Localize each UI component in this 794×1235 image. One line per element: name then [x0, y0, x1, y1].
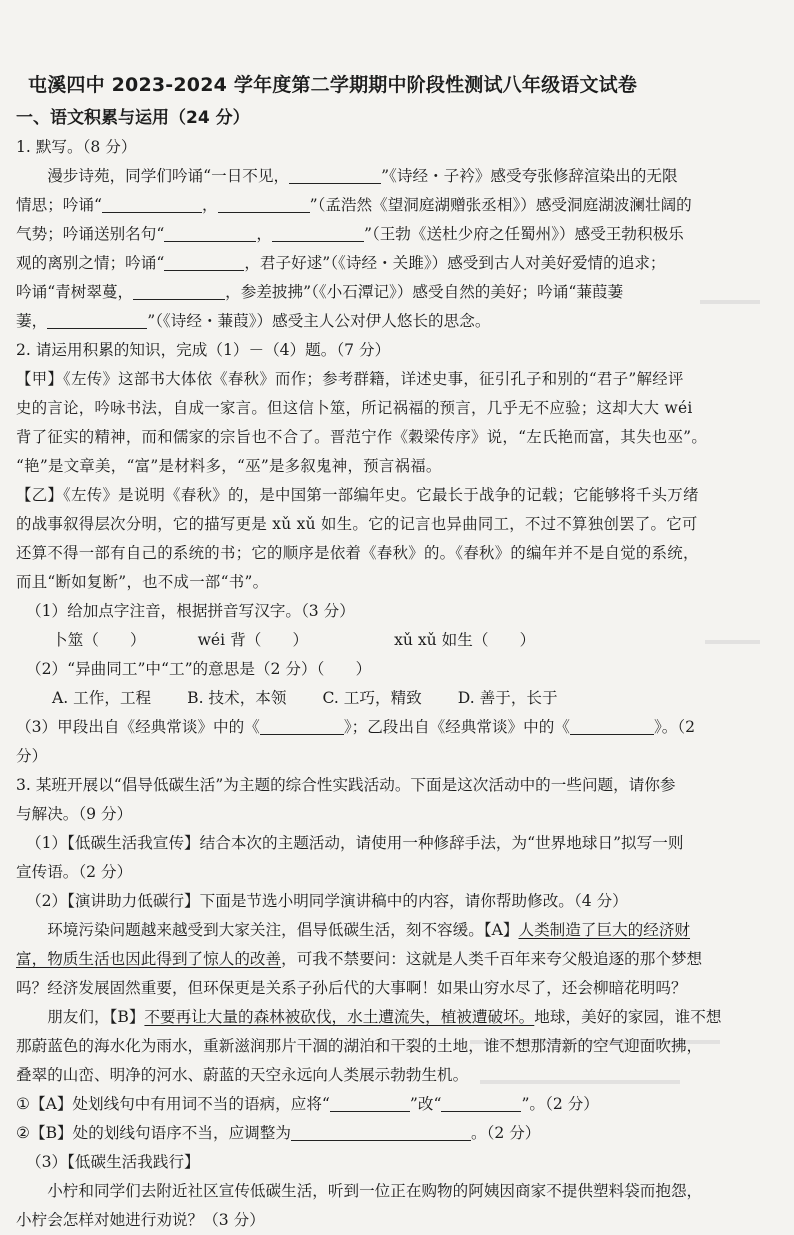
- text-span: 萋，: [16, 312, 48, 330]
- question-heading: 2. 请运用积累的知识，完成（1）－（4）题。（7 分）: [16, 341, 391, 359]
- text-line: 还算不得一部有自己的系统的书；它的顺序是依着《春秋》的。《春秋》的编年并不是自觉的系统，: [16, 544, 699, 562]
- section-heading: 一、语文积累与运用（24 分）: [16, 108, 250, 128]
- text-span: ”（《诗经・蒹葭》）感受主人公对伊人悠长的思念。: [147, 312, 491, 330]
- answer-blank[interactable]: [260, 716, 344, 735]
- answer-blank[interactable]: [330, 1093, 410, 1112]
- text-span: ①【A】处划线句中有用词不当的语病，应将“: [16, 1095, 330, 1113]
- text-line: 【甲】《左传》这部书大体依《春秋》而作；参考群籍，详述史事，征引孔子和别的“君子”解经评: [16, 370, 684, 388]
- underlined-sentence-b: 不要再让大量的森林被砍伐，水土遭流失，植被遭破坏。: [144, 1008, 535, 1026]
- exam-content: [16, 104, 782, 1235]
- text-span: 朋友们，【B】: [47, 1008, 145, 1026]
- answer-blank[interactable]: [291, 1122, 471, 1141]
- text-line: “艳”是文章美，“富”是材料多，“巫”是多叙鬼神，预言祸福。: [16, 457, 442, 475]
- text-span: 。（2 分）: [470, 1124, 541, 1142]
- text-line: 而且“断如复断”，也不成一部“书”。: [16, 573, 269, 591]
- text-span: 观的离别之情；吟诵“: [16, 254, 165, 272]
- question-2: [16, 336, 782, 771]
- text-line: 背了征实的精神，而和儒家的宗旨也不合了。晋范宁作《穀梁传序》说，“左氏艳而富，其失也巫”。: [16, 428, 708, 446]
- underlined-sentence-a: 富，物质生活也因此得到了惊人的改善: [16, 950, 282, 968]
- text-span: ，可我不禁要问：这就是人类千百年来夸父般追逐的那个梦想: [281, 950, 703, 968]
- text-line: [16, 249, 782, 278]
- text-span: ，参差披拂”（《小石潭记》）感受自然的美好；吟诵“蒹葭萋: [225, 283, 624, 301]
- question-1: [16, 133, 782, 336]
- text-span: ”《诗经・子衿》感受夸张修辞渲染出的无限: [381, 167, 678, 185]
- text-line: 分）: [16, 747, 48, 765]
- text-line: [16, 220, 782, 249]
- text-span: ”（孟浩然《望洞庭湖赠张丞相》）感受洞庭湖波澜壮阔的: [309, 196, 692, 214]
- text-line: 那蔚蓝色的海水化为雨水，重新滋润那片干涸的湖泊和干裂的土地，谁不想那清新的空气迎面吹拂，: [16, 1037, 703, 1055]
- text-line: [16, 916, 782, 945]
- text-span: 气势；吟诵送别名句“: [16, 225, 165, 243]
- pinyin-items: [16, 626, 782, 655]
- answer-blank[interactable]: [133, 281, 225, 300]
- text-line: 宣传语。（2 分）: [16, 863, 133, 881]
- text-line: [16, 1090, 782, 1119]
- item-weibei[interactable]: wéi 背（ ）: [197, 631, 309, 649]
- text-line: [16, 191, 782, 220]
- option-b[interactable]: B. 技术，本领: [187, 689, 287, 707]
- question-heading: 3. 某班开展以“倡导低碳生活”为主题的综合性实践活动。下面是这次活动中的一些问题，请你参: [16, 776, 676, 794]
- choice-options: [16, 684, 782, 713]
- text-span: 吟诵“青树翠蔓，: [16, 283, 134, 301]
- option-c[interactable]: C. 工巧，精致: [322, 689, 422, 707]
- text-line: [16, 278, 782, 307]
- item-xuxu[interactable]: xǔ xǔ 如生（ ）: [394, 631, 536, 649]
- text-span: （3）甲段出自《经典常谈》中的《: [16, 718, 260, 736]
- text-line: [16, 162, 782, 191]
- text-span: 情思；吟诵“: [16, 196, 102, 214]
- passage-jia: [16, 365, 782, 481]
- answer-blank[interactable]: [441, 1093, 521, 1112]
- text-span: ，君子好逑”（《诗经・关雎》）感受到古人对美好爱情的追求；: [244, 254, 666, 272]
- text-line: [16, 945, 782, 974]
- text-line: 史的言论，吟咏书法，自成一家言。但这信卜筮，所记祸福的预言，几乎无不应验；这却大大 wéi: [16, 399, 693, 417]
- text-line: 【乙】《左传》是说明《春秋》的，是中国第一部编年史。它最长于战争的记载；它能够将千头万绪: [16, 486, 699, 504]
- text-span: ②【B】处的划线句语序不当，应调整为: [16, 1124, 291, 1142]
- passage-yi: [16, 481, 782, 597]
- answer-blank[interactable]: [164, 223, 256, 242]
- exam-title: 屯溪四中 2023-2024 学年度第二学期期中阶段性测试八年级语文试卷: [28, 74, 638, 96]
- text-span: ”（王勃《送杜少府之任蜀州》）感受王勃积极乐: [363, 225, 684, 243]
- sub-question-1: （1）【低碳生活我宣传】结合本次的主题活动，请使用一种修辞手法，为“世界地球日”拟写一则: [26, 834, 684, 852]
- text-line: 叠翠的山峦、明净的河水、蔚蓝的天空永远向人类展示勃勃生机。: [16, 1066, 469, 1084]
- text-line: 小柠和同学们去附近社区宣传低碳生活，听到一位正在购物的阿姨因商家不提供塑料袋而抱怨，: [47, 1182, 703, 1200]
- sub-question-3: [16, 713, 782, 742]
- answer-blank[interactable]: [102, 194, 202, 213]
- question-3: [16, 771, 782, 1235]
- text-line: 与解决。（9 分）: [16, 805, 133, 823]
- text-span: ，: [201, 196, 218, 214]
- sub-question-1: （1）给加点字注音，根据拼音写汉字。（3 分）: [26, 602, 355, 620]
- text-line: [16, 1119, 782, 1148]
- sub-question-3: （3）【低碳生活我践行】: [26, 1153, 200, 1171]
- text-span: ，: [256, 225, 272, 243]
- sub-question-2: （2）“异曲同工”中“工”的意思是（2 分）（ ）: [26, 660, 372, 678]
- text-span: 》。（2: [653, 718, 696, 736]
- text-line: [16, 307, 782, 336]
- text-line: 小柠会怎样对她进行劝说？（3 分）: [16, 1211, 265, 1229]
- text-span: 环境污染问题越来越受到大家关注，倡导低碳生活，刻不容缓。【A】: [47, 921, 519, 939]
- answer-blank[interactable]: [47, 310, 147, 329]
- answer-blank[interactable]: [164, 252, 244, 271]
- text-span: 》；乙段出自《经典常谈》中的《: [343, 718, 570, 736]
- answer-blank[interactable]: [218, 194, 310, 213]
- answer-blank[interactable]: [289, 165, 381, 184]
- text-span: ”。（2 分）: [521, 1095, 599, 1113]
- text-line: [16, 1003, 782, 1032]
- underlined-sentence-a: 人类制造了巨大的经济财: [518, 921, 691, 939]
- question-heading: 1. 默写。（8 分）: [16, 138, 137, 156]
- answer-blank[interactable]: [570, 716, 654, 735]
- text-span: 地球，美好的家园，谁不想: [534, 1008, 722, 1026]
- sub-question-2: （2）【演讲助力低碳行】下面是节选小明同学演讲稿中的内容，请你帮助修改。（4 分）: [26, 892, 628, 910]
- text-span: ”改“: [409, 1095, 442, 1113]
- text-span: 漫步诗苑，同学们吟诵“一日不见，: [47, 167, 290, 185]
- option-d[interactable]: D. 善于，长于: [457, 689, 558, 707]
- item-bushi[interactable]: 卜筮（ ）: [52, 631, 146, 649]
- option-a[interactable]: A. 工作，工程: [52, 689, 152, 707]
- text-line: 的战事叙得层次分明，它的描写更是 xǔ xǔ 如生。它的记言也异曲同工，不过不算独创罢了。它可: [16, 515, 698, 533]
- answer-blank[interactable]: [272, 223, 364, 242]
- text-line: 吗？经济发展固然重要，但环保更是关系子孙后代的大事啊！如果山穷水尽了，还会柳暗花明吗？: [16, 979, 687, 997]
